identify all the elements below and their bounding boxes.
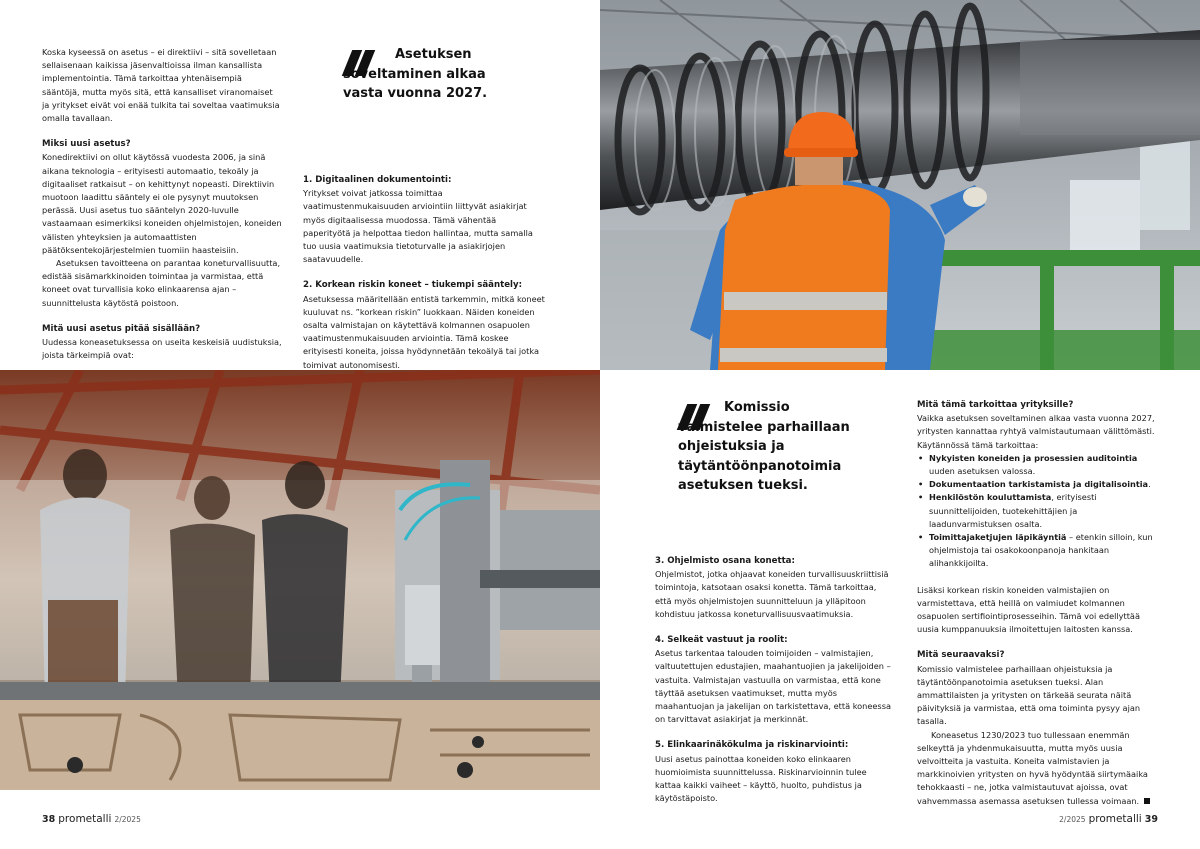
cnc-workshop-photo: [0, 370, 600, 790]
list-item: • Dokumentaation tarkistamista ja digitalisointia.: [917, 478, 1159, 491]
page-number-right: 39: [1144, 814, 1158, 825]
item5-text: Uusi asetus painottaa koneiden koko elinkaaren huomioimista suunnittelussa. Riskinarvioinnin tulee kattaa kaikki vaiheet – käyttö, huolto, puhdistus ja käytöstäpoisto.: [655, 753, 867, 804]
item2-text: Asetuksessa määritellään entistä tarkemmin, mitkä koneet kuuluvat ns. ”korkean riskin” luokkaan. Näiden koneiden osalta valmistajan on käytettävä kolmannen osapuolen vaatimustenmukaisuuden arviointia. Tämä koskee erityisesti koneita, joissa hyödynnetään tekoälyä tai jotka toimivat autonomisesti.: [303, 293, 545, 370]
pull-quote-1: Asetuksen soveltaminen alkaa vasta vuonna 2027.: [343, 47, 488, 101]
why-paragraph-2: Asetuksen tavoitteena on parantaa koneturvallisuutta, edistää sisämarkkinoiden toimintaa ja varmistaa, että koneet ovat turvallisia koko elinkaarensa ajan – suunnittelusta käytöstä poistoon.: [42, 258, 281, 308]
item1-heading: 1. Digitaalinen dokumentointi:: [303, 175, 452, 185]
right-column-text: [917, 399, 1159, 808]
list-item: • Toimittajaketjujen läpikäyntiä – etenkin silloin, kun ohjelmistoja tai osakokoonpanoja hankitaan alihankkijoilta.: [917, 531, 1159, 571]
next-paragraph-2: Koneasetus 1230/2023 tuo tullessaan enemmän selkeyttä ja yhdenmukaisuutta, mutta myös uusia velvoitteita ja vastuita. Koneita valmistavien ja markkinoivien yritysten on hyvä hyödyntää siirtymäaika tehokkaasti – ne, jotka valmistautuvat ajoissa, ovat vahvemmassa asemassa asetuksen tullessa voimaan.: [917, 729, 1148, 806]
brand-left: prometalli: [58, 813, 112, 825]
why-heading: Miksi uusi asetus?: [42, 139, 131, 150]
issue-right: 2/2025: [1059, 815, 1086, 824]
meaning-paragraph-2: Lisäksi korkean riskin koneiden valmistajien on varmistettava, että heillä on valmiudet kolmannen osapuolen sertifiointiprosesseihin. Tämä voi edellyttää uusia kumppanuuksia ilmoitettujen laitosten kanssa.: [917, 584, 1140, 635]
list-item: • Henkilöstön kouluttamista, erityisesti suunnittelijoiden, tuotekehittäjien ja laadunvarmistuksen osalta.: [917, 491, 1159, 531]
pull-quote-2: Komissio valmistelee parhaillaan ohjeistuksia ja täytäntöönpanotoimia asetuksen tueksi.: [678, 400, 850, 493]
page-number-left: 38: [42, 814, 56, 825]
item1-text: Yritykset voivat jatkossa toimittaa vaatimustenmukaisuuden arviointiin liittyvät asiakirjat myös digitaalisessa muodossa. Tämä vähentää paperityötä ja helpottaa tiedon hallintaa, mutta samalla tuo uusia vaatimuksia tietoturvalle ja asiakirjojen saatavuudelle.: [303, 188, 533, 265]
content-paragraph: Uudessa koneasetuksessa on useita keskeisiä uudistuksia, joista tärkeimpiä ovat:: [42, 337, 282, 361]
item2-heading: 2. Korkean riskin koneet – tiukempi sääntely:: [303, 280, 523, 291]
issue-left: 2/2025: [114, 815, 141, 824]
item4-heading: 4. Selkeät vastuut ja roolit:: [655, 635, 788, 646]
middle-column-text: [303, 174, 545, 372]
next-heading: Mitä seuraavaksi?: [917, 650, 1005, 661]
item5-heading: 5. Elinkaarinäkökulma ja riskinarviointi:: [655, 740, 849, 751]
item3-text: Ohjelmistot, jotka ohjaavat koneiden turvallisuuskriittisiä toimintoja, katsotaan osaksi konetta. Tämä tarkoittaa, että myös ohjelmistojen suunnitteluun ja ylläpitoon kohdistuu jatkossa koneturvallisuusvaatimuksia.: [655, 569, 889, 619]
meaning-paragraph: Vaikka asetuksen soveltaminen alkaa vasta vuonna 2027, yritysten kannattaa ryhtyä valmistautumaan välittömästi. Käytännössä tämä tarkoittaa:: [917, 413, 1155, 450]
meaning-heading: Mitä tämä tarkoittaa yrityksille?: [917, 400, 1074, 410]
why-paragraph-1: Konedirektiivi on ollut käytössä vuodesta 2006, ja sinä aikana teknologia – erityisesti automaatio, tekoäly ja digitaaliset ratkaisut – on kehittynyt nopeasti. Direktiivin muotoon laadittu sääntely ei ole pysynyt muutoksen perässä. Uusi asetus tuo sääntelyn 2020-luvulle vastaamaan esimerkiksi koneiden ohjelmistojen, koneiden välisten yhteyksien ja automaattisten päätöksentekojärjestelmien tuomiin haasteisiin.: [42, 152, 282, 255]
item3-heading: 3. Ohjelmisto osana konetta:: [655, 556, 795, 566]
worker-turbine-photo: [600, 0, 1200, 370]
intro-paragraph: Koska kyseessä on asetus – ei direktiivi – sitä sovelletaan sellaisenaan kaikissa jäsenvaltioissa ilman kansallista implementointia. Tämä tarkoittaa yhtenäisempiä sääntöjä, mutta myös sitä, että kansalliset viranomaiset ja yritykset eivät voi enää tulkita tai soveltaa vaatimuksia omalla tavallaan.: [42, 47, 280, 124]
worker-illustration: [600, 0, 1200, 370]
footer-right: [1059, 813, 1158, 825]
brand-right: prometalli: [1088, 813, 1142, 825]
requirements-list: [917, 452, 1159, 571]
workshop-illustration: [0, 370, 600, 790]
left-column-text: [42, 46, 282, 362]
list-item: • Nykyisten koneiden ja prosessien auditointia uuden asetuksen valossa.: [917, 452, 1159, 478]
right-middle-column-text: [655, 555, 893, 805]
end-mark-icon: [1144, 798, 1150, 804]
footer-left: [42, 813, 141, 825]
content-heading: Mitä uusi asetus pitää sisällään?: [42, 323, 201, 334]
item4-text: Asetus tarkentaa talouden toimijoiden – valmistajien, valtuutettujen edustajien, maahantuojien ja jakelijoiden – vastuita. Valmistajan vastuulla on varmistaa, että kone täyttää asetuksen vaatimukset, mutta myös maahantuojan ja jakelijan on tarkistettava, että koneessa on tarvittavat asiakirjat ja merkinnät.: [655, 648, 891, 725]
next-paragraph-1: Komissio valmistelee parhaillaan ohjeistuksia ja täytäntöönpanotoimia asetuksen tueksi. Alan ammattilaisten ja yritysten on tärkeää seurata näitä päivityksiä ja varmistaa, että oma toiminta pysyy ajan tasalla.: [917, 663, 1141, 727]
